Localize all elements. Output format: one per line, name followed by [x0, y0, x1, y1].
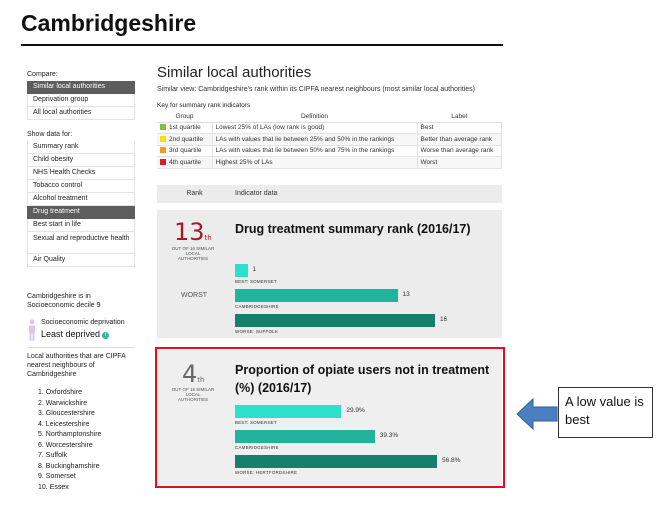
- rank-value: 4: [182, 360, 198, 388]
- rank-column-header: Rank: [186, 190, 203, 197]
- neighbour-item: 6. Worcestershire: [38, 441, 93, 449]
- key-definition-cell: LAs with values that lie between 25% and 50% in the rankings: [212, 134, 417, 146]
- deprivation-label: Socioeconomic deprivation: [41, 319, 125, 326]
- decile-line-2: Socioeconomic decile 9: [27, 302, 101, 309]
- show-data-item[interactable]: Sexual and reproductive health: [27, 232, 135, 254]
- show-data-list: [27, 141, 135, 267]
- key-header-definition: Definition: [212, 111, 417, 122]
- deprivation-value: [41, 329, 109, 339]
- neighbour-item: 5. Northamptonshire: [38, 431, 102, 438]
- neighbour-item: 9. Somerset: [38, 473, 76, 480]
- quartile-swatch: [160, 159, 166, 165]
- key-group-text: 3rd quartile: [169, 147, 202, 155]
- drug-treatment-card: [157, 210, 502, 338]
- sidebar-divider: [27, 347, 135, 348]
- key-header-row: [157, 111, 502, 122]
- key-label-cell: Worse than average rank: [417, 145, 502, 157]
- indicator-bar: [235, 289, 398, 302]
- show-data-item[interactable]: Best start in life: [27, 219, 135, 232]
- bar-value-label: 29.9%: [346, 407, 365, 414]
- neighbours-heading: Local authorities that are CIPFA nearest neighbours of Cambridgeshire: [27, 353, 126, 378]
- key-table: [157, 111, 502, 169]
- section-subtitle: Similar view: Cambridgeshire's rank within its CIPFA nearest neighbours (most similar local authorities): [157, 86, 476, 93]
- show-data-item[interactable]: Tobacco control: [27, 180, 135, 193]
- show-data-heading: Show data for:: [27, 131, 73, 138]
- key-title: Key for summary rank indicators: [157, 102, 251, 109]
- neighbour-item: 1. Oxfordshire: [38, 389, 82, 396]
- key-group-text: 2nd quartile: [169, 135, 203, 143]
- show-data-item[interactable]: Child obesity: [27, 154, 135, 167]
- key-group-cell: [157, 122, 212, 134]
- rank-note: OUT OF 16 SIMILAR LOCAL AUTHORITIES: [171, 246, 215, 261]
- key-table-body: [157, 122, 502, 168]
- key-definition-cell: Highest 25% of LAs: [212, 157, 417, 169]
- neighbour-item: 7. Suffolk: [38, 452, 68, 459]
- key-header-label: Label: [417, 111, 502, 122]
- callout-box: A low value is best: [558, 387, 653, 438]
- bar-value-label: 16: [440, 316, 448, 323]
- decile-line-1: Cambridgeshire is in: [27, 293, 91, 300]
- show-data-item[interactable]: Drug treatment: [27, 206, 135, 219]
- bar-category-label: BEST: SOMERSET: [235, 279, 277, 284]
- neighbours-list: [38, 388, 138, 493]
- neighbour-item: 10. Essex: [38, 483, 69, 491]
- bar-value-label: 1: [252, 266, 257, 273]
- compare-item[interactable]: All local authorities: [27, 107, 135, 120]
- bar-value-label: 39.3%: [379, 432, 399, 439]
- card-title: Proportion of opiate users not in treatment (%) (2016/17): [235, 363, 490, 395]
- rank-suffix: th: [197, 376, 205, 384]
- compare-item[interactable]: Deprivation group: [27, 94, 135, 107]
- key-group-text: 4th quartile: [169, 158, 202, 166]
- indicator-column-header: Indicator data: [235, 190, 278, 197]
- rank-note: OUT OF 16 SIMILAR LOCAL AUTHORITIES: [171, 387, 215, 402]
- key-definition-cell: LAs with values that lie between 50% and 75% in the rankings: [212, 145, 417, 157]
- key-label-cell: Worst: [417, 157, 502, 169]
- key-header-group: Group: [157, 111, 212, 122]
- key-label-cell: Best: [417, 122, 502, 134]
- bar-category-label: CAMBRIDGESHIRE: [235, 445, 279, 450]
- show-data-item[interactable]: NHS Health Checks: [27, 167, 135, 180]
- status-label: WORST: [181, 292, 208, 299]
- key-group-cell: [157, 145, 212, 157]
- compare-item[interactable]: Similar local authorities: [27, 81, 135, 94]
- deprivation-indicator: [27, 318, 135, 344]
- quartile-swatch: [160, 124, 166, 130]
- compare-list: [27, 81, 135, 120]
- rank-header: [157, 185, 502, 203]
- neighbour-item: 2. Warwickshire: [38, 399, 88, 407]
- key-definition-cell: Lowest 25% of LAs (low rank is good): [212, 122, 417, 134]
- show-data-item[interactable]: Air Quality: [27, 254, 135, 267]
- bar-value-label: 56.8%: [442, 457, 461, 464]
- bar-category-label: CAMBRIDGESHIRE: [235, 304, 279, 309]
- bar-value-label: 13: [402, 291, 410, 298]
- card-title: Drug treatment summary rank (2016/17): [235, 222, 471, 236]
- key-group-cell: [157, 134, 212, 146]
- section-title: Similar local authorities: [157, 64, 312, 81]
- rank-number: [174, 218, 212, 246]
- indicator-bar: [235, 314, 435, 327]
- quartile-swatch: [160, 136, 166, 142]
- person-icon: [28, 319, 36, 341]
- sidebar: [27, 68, 135, 275]
- title-divider: [21, 44, 503, 46]
- show-data-item[interactable]: Alcohol treatment: [27, 193, 135, 206]
- quartile-swatch: [160, 147, 166, 153]
- bar-category-label: WORSE: SUFFOLK: [235, 329, 279, 334]
- key-row: [157, 145, 502, 157]
- show-data-item[interactable]: Summary rank: [27, 141, 135, 154]
- compare-heading: Compare:: [27, 71, 58, 78]
- key-row: [157, 157, 502, 169]
- highlight-box: [155, 347, 505, 488]
- rank-suffix: th: [204, 234, 212, 242]
- left-arrow-icon: [515, 396, 559, 432]
- key-group-text: 1st quartile: [169, 124, 201, 132]
- bar-category-label: WORSE: HERTFORDSHIRE: [235, 470, 298, 475]
- rank-value: 13: [174, 218, 205, 246]
- neighbour-item: 4. Leicestershire: [38, 420, 90, 428]
- decile-info: [27, 292, 135, 310]
- key-row: [157, 122, 502, 134]
- key-row: [157, 134, 502, 146]
- indicator-bar: [235, 264, 248, 277]
- info-icon[interactable]: i: [102, 332, 109, 339]
- deprivation-value-text: Least deprived: [41, 329, 101, 339]
- key-group-cell: [157, 157, 212, 169]
- bar-category-label: BEST: SOMERSET: [235, 420, 277, 425]
- neighbour-item: 3. Gloucestershire: [38, 410, 95, 417]
- neighbour-item: 8. Buckinghamshire: [38, 462, 100, 470]
- key-label-cell: Better than average rank: [417, 134, 502, 146]
- page-title: Cambridgeshire: [21, 10, 197, 36]
